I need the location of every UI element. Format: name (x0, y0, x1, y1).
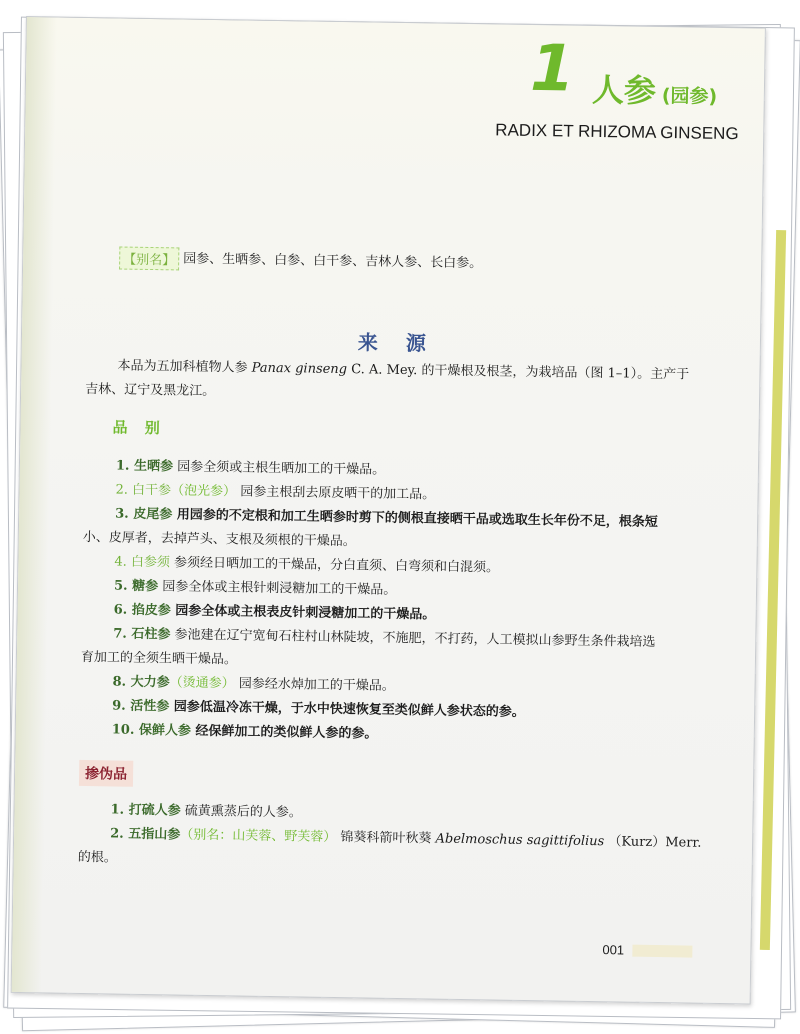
species-name: Panax ginseng (251, 360, 348, 378)
grade-item-text: 园参主根刮去原皮晒干的加工品。 (240, 484, 436, 503)
grade-item (112, 670, 395, 693)
grade-item-label: 8. 大力参 (112, 674, 170, 691)
chapter-title: 人参 (591, 70, 657, 110)
grade-item-text: 园参全体或主根表皮针刺浸糖加工的干燥品。 (175, 603, 436, 623)
grade-item (114, 550, 499, 575)
adulterant-item (110, 798, 302, 820)
alias-text: 园参、生晒参、白参、白干参、吉林人参、长白参。 (183, 251, 483, 272)
grade-item-text: 参池建在辽宁宽甸石柱村山林陡坡，不施肥，不打药，人工模拟山参野生条件栽培选 (174, 627, 656, 650)
adulterant-item-text: 硫黄熏蒸后的人参。 (184, 803, 302, 821)
source-para-prefix: 本品为五加科植物人参 (117, 358, 248, 376)
grade-item-label: 7. 石柱参 (113, 626, 171, 643)
grade-item (116, 454, 386, 477)
grade-item-text: 园参经水焯加工的干燥品。 (238, 676, 395, 694)
page-number-bar (632, 945, 692, 958)
grade-item-label: 9. 活性参 (112, 698, 170, 715)
grade-item-text: 园参低温冷冻干燥，于水中快速恢复至类似鲜人参状态的参。 (173, 699, 525, 720)
adulterant-item-label: 1. 打硫人参 (110, 802, 181, 819)
adulterant-item-note: （别名：山芙蓉、野芙蓉） (180, 827, 337, 845)
grade-item (115, 502, 658, 530)
adulterant-item-label: 2. 五指山参 (110, 826, 181, 843)
grade-item-continuation: 小、皮厚者，去掉芦头、支根及须根的干燥品。 (82, 529, 356, 550)
grade-item-text: 经保鲜加工的类似鲜人参的参。 (195, 723, 378, 742)
grades-heading: 品 别 (112, 418, 166, 438)
grade-item-text: 园参全须或主根生晒加工的干燥品。 (177, 459, 386, 478)
grade-item-text: 园参全体或主根针刺浸糖加工的干燥品。 (162, 579, 397, 598)
adulterants-heading: 掺伪品 (79, 760, 133, 787)
adulterant-species: Abelmoschus sagittifolius (435, 831, 605, 850)
grade-item (112, 718, 378, 741)
grade-item-label: 10. 保鲜人参 (111, 722, 192, 739)
grade-item (112, 694, 525, 719)
grade-item-label: 4. 白参须 (114, 554, 171, 571)
adulterant-item-text-post: （Kurz）Merr. (608, 834, 702, 851)
grade-item (114, 598, 436, 622)
grade-item-note: （烫通参） (169, 675, 235, 692)
source-para-mid: C. A. Mey. 的干燥根及根茎，为栽培品（图 1–1）。主产于 (351, 362, 690, 383)
latin-name: RADIX ET RHIZOMA GINSENG (495, 120, 739, 144)
grade-item-continuation: 育加工的全须生晒干燥品。 (80, 649, 238, 668)
book-page (11, 16, 766, 1005)
grade-item-label: 3. 皮尾参 (115, 506, 173, 523)
source-paragraph-line2: 吉林、辽宁及黑龙江。 (85, 381, 216, 400)
grade-item-label: 5. 糖参 (113, 578, 159, 595)
source-paragraph-line1 (117, 354, 689, 382)
page-number: 001 (602, 942, 625, 958)
chapter-number: 1 (529, 31, 576, 107)
grade-item-label: 1. 生晒参 (115, 458, 174, 475)
grade-item-text: 参须经日晒加工的干燥品，分白直须、白弯须和白混须。 (173, 555, 500, 576)
adulterant-item-text-pre: 锦葵科箭叶秋葵 (340, 830, 432, 847)
grade-item-label: 2. 白干参 (115, 482, 172, 499)
grade-item-note: （泡光参） (170, 483, 237, 500)
adulterant-item-continuation: 的根。 (77, 849, 117, 866)
grade-item (114, 574, 397, 597)
alias-tag: 【别名】 (119, 246, 179, 270)
adulterant-item (110, 822, 702, 850)
chapter-alias: (园参) (661, 84, 718, 108)
grade-item-label: 6. 掐皮参 (113, 602, 171, 619)
grade-item (113, 622, 655, 650)
section-heading-source: 来源 (357, 330, 455, 356)
grade-item (115, 478, 435, 502)
grade-item-text: 用园参的不定根和加工生晒参时剪下的侧根直接晒干品或选取生长年份不足，根条短 (176, 507, 658, 530)
